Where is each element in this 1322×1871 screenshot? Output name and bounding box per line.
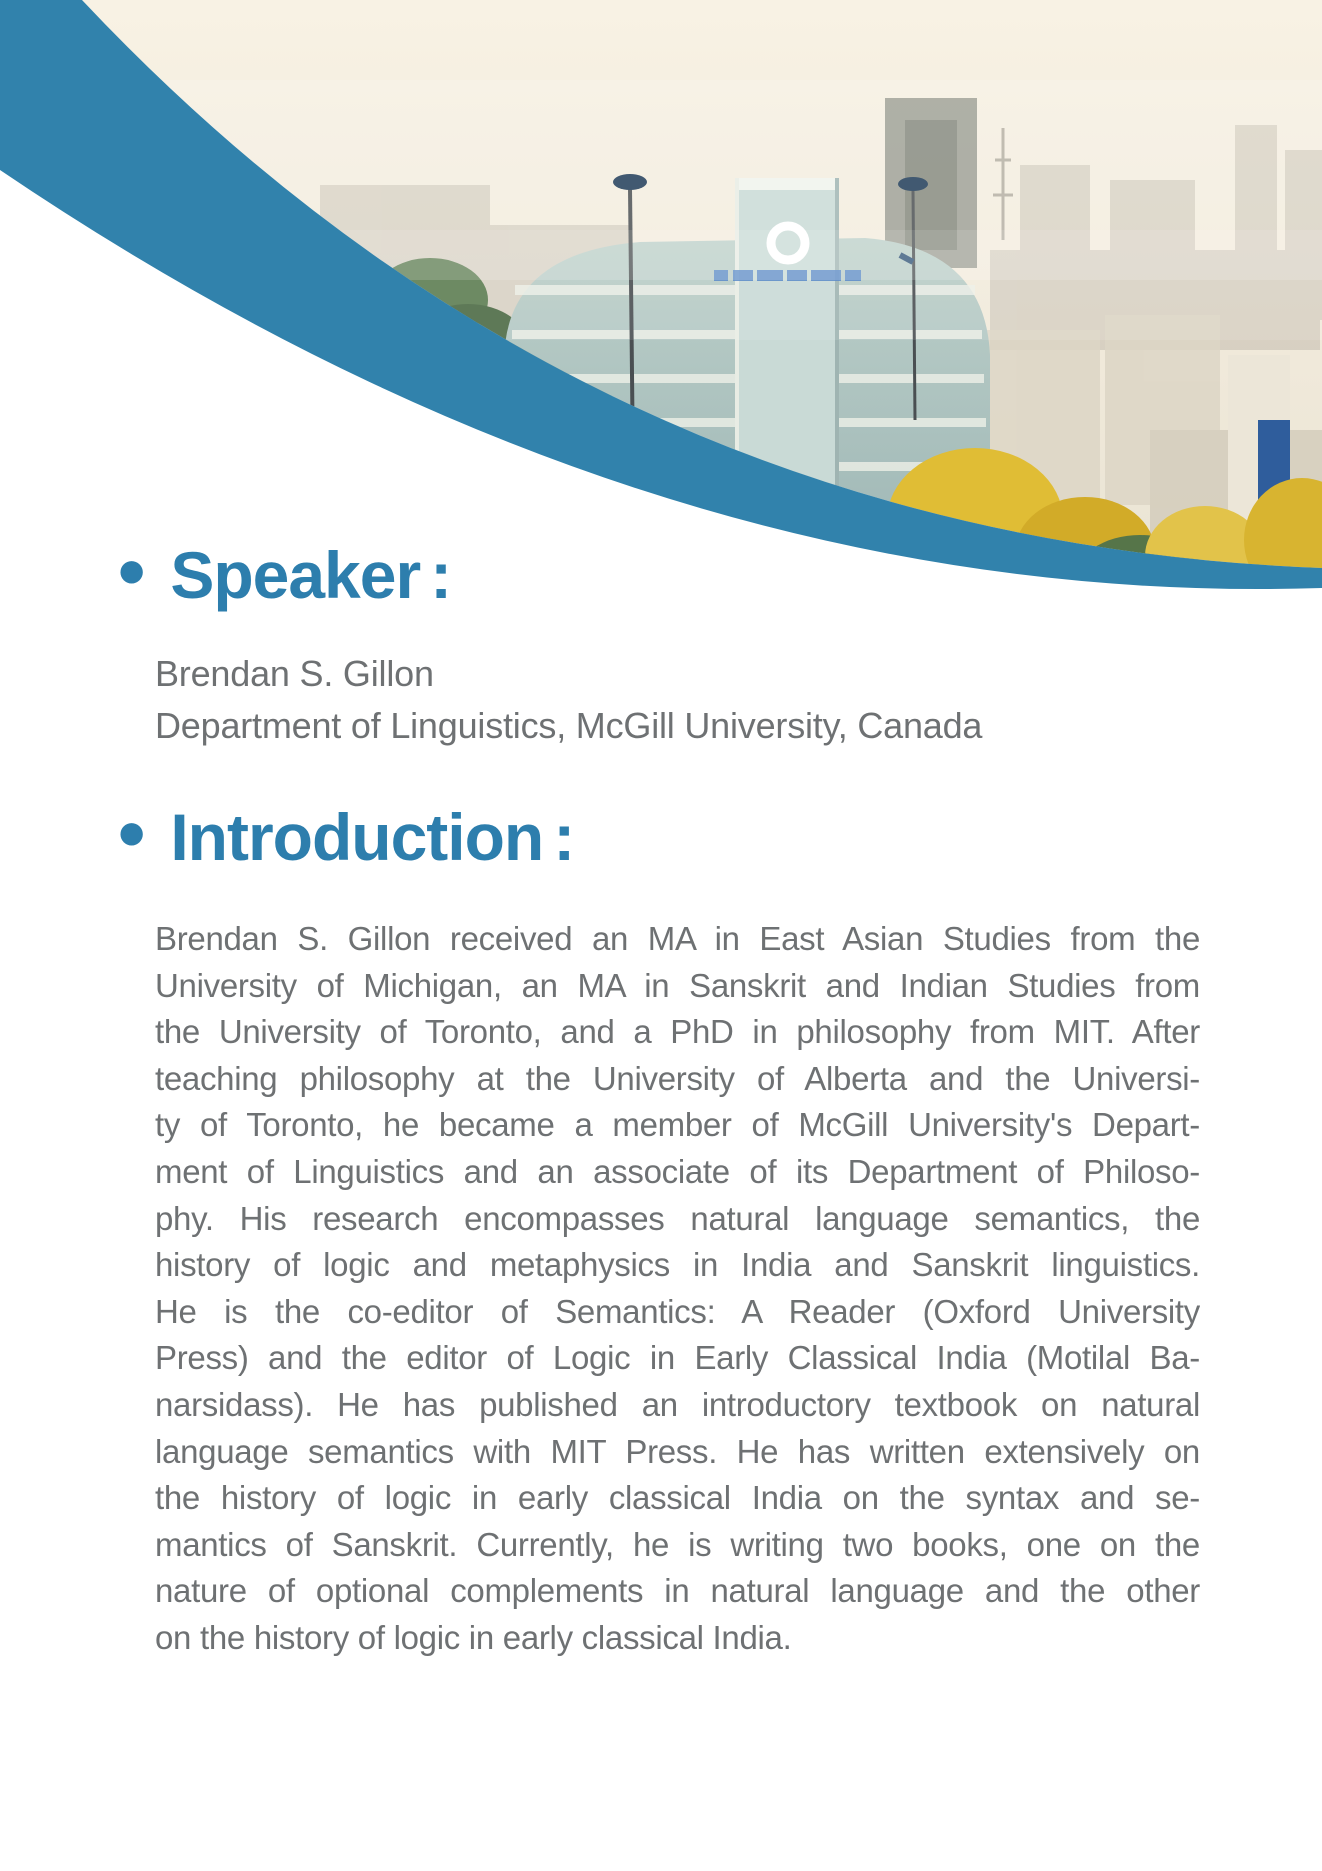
speaker-section-heading	[118, 527, 452, 615]
paragraph-line: the University of Toronto, and a PhD in philosophy from MIT. After	[155, 1013, 1200, 1051]
paragraph-line: ty of Toronto, he became a member of McGill University's Depart-	[155, 1106, 1200, 1144]
paragraph-line: Press) and the editor of Logic in Early Classical India (Motilal Ba-	[155, 1339, 1200, 1377]
heading-colon: :	[553, 800, 575, 874]
speaker-affiliation: Department of Linguistics, McGill University, Canada	[155, 705, 983, 746]
paragraph-line: ment of Linguistics and an associate of its Department of Philoso-	[155, 1152, 1200, 1190]
paragraph-line: phy. His research encompasses natural language semantics, the	[155, 1199, 1200, 1237]
bullet-icon: •	[118, 527, 145, 615]
introduction-section-heading	[118, 789, 575, 877]
paragraph-line: language semantics with MIT Press. He has written extensively on	[155, 1432, 1200, 1470]
paragraph-line: the history of logic in early classical India on the syntax and se-	[155, 1479, 1200, 1517]
speaker-details	[155, 648, 982, 752]
paragraph-line: He is the co-editor of Semantics: A Reader (Oxford University	[155, 1292, 1200, 1330]
paragraph-line: mantics of Sanskrit. Currently, he is writing two books, one on the	[155, 1525, 1200, 1563]
paragraph-line: teaching philosophy at the University of Alberta and the Universi-	[155, 1059, 1200, 1097]
introduction-title: Introduction	[170, 800, 544, 874]
paragraph-line: on the history of logic in early classical India.	[155, 1618, 792, 1656]
paragraph-line: narsidass). He has published an introductory textbook on natural	[155, 1385, 1200, 1423]
introduction-paragraph	[155, 916, 1200, 1662]
paragraph-line: Brendan S. Gillon received an MA in East Asian Studies from the	[155, 920, 1200, 957]
bullet-icon: •	[118, 789, 145, 877]
heading-colon: :	[430, 538, 452, 612]
paragraph-line: history of logic and metaphysics in India and Sanskrit linguistics.	[155, 1246, 1200, 1284]
paragraph-line: University of Michigan, an MA in Sanskrit and Indian Studies from	[155, 966, 1200, 1004]
paragraph-line: nature of optional complements in natural language and the other	[155, 1572, 1200, 1610]
speaker-title: Speaker	[170, 538, 421, 612]
speaker-name: Brendan S. Gillon	[155, 653, 434, 694]
